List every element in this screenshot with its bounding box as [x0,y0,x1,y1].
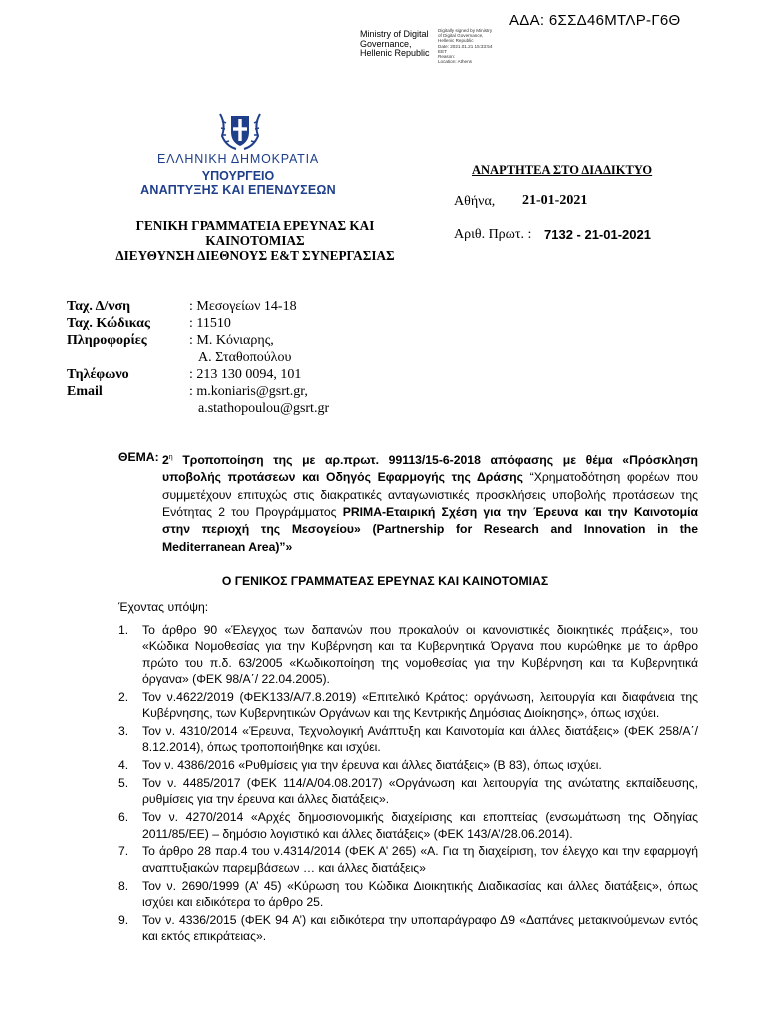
signature-detail-line: Date: 2021.01.21 15:33:54 [438,43,493,49]
general-secretariat-line: ΚΑΙΝΟΤΟΜΙΑΣ [205,233,305,248]
consideration-item [118,912,698,945]
postal-address-value: : Μεσογείων 14-18 [189,299,297,314]
consideration-number: 2. [118,689,129,704]
document-date: 21-01-2021 [522,193,588,208]
consideration-item [118,622,698,687]
consideration-item [118,878,698,911]
consideration-item [118,843,698,876]
place-label: Αθήνα, [454,194,496,209]
consideration-text: Τον ν. 4310/2014 «Έρευνα, Τεχνολογική Ανάπτυξη και Καινοτομία και άλλες διατάξεις» (ΦΕΚ 258/Α΄/ 8.12.2014), όπως τροποποιήθηκε και ισχύει. [142,723,698,755]
signature-detail-line: Digitally signed by Ministry [438,28,493,33]
email-value-2: a.stathopoulou@gsrt.gr [198,401,330,416]
signature-detail-line: of Digital Governance, [438,33,484,39]
protocol-label: Αριθ. Πρωτ. : [454,227,532,242]
greek-coat-of-arms-icon [216,112,264,152]
consideration-number: 4. [118,758,129,773]
consideration-text: Τον ν.4622/2019 (ΦΕΚ133/Α/7.8.2019) «Επιτελικό Κράτος: οργάνωση, λειτουργία και διαφάνεια της Κυβέρνησης, των Κυβερνητικών Οργάνων και της Κεντρικής Δημόσιας Διοίκησης», όπως ισχύει. [142,689,698,721]
information-contact-1: : Μ. Κόνιαρης, [189,333,274,348]
subject-regular-part: “Χρηματοδότηση φορέων που συμμετέχουν επιτυχώς στις διακρατικές ανταγωνιστικές προσκλήσεις υποβολής προτάσεων της Ενότητας 2 του Προγράμματος [162,470,699,519]
consideration-text: Το άρθρο 90 «Έλεγχος των δαπανών που προκαλούν οι κανονιστικές διοικητικές πράξεις», του «Κώδικα Νομοθεσίας για την Κυβέρνηση και τα Κυβερνητικά Όργανα που κυρώθηκε με το άρθρο πρώτο του π.δ. 63/2005 «Κωδικοποίηση της νομοθεσίας για την Κυβέρνηση και τα Κυβερνητικά όργανα» (ΦΕΚ 98/Α΄/ 22.04.2005). [142,623,698,686]
republic-title: ΕΛΛΗΝΙΚΗ ΔΗΜΟΚΡΑΤΙΑ [156,152,320,166]
subject-text [162,449,698,556]
zip-code-label: Ταχ. Κώδικας [67,316,150,331]
general-secretariat-line: ΓΕΝΙΚΗ ΓΡΑΜΜΑΤΕΙΑ ΕΡΕΥΝΑΣ ΚΑΙ [135,218,375,233]
digital-signature-signer [360,30,430,59]
ministry-title: ΥΠΟΥΡΓΕΙΟ [201,169,275,183]
signer-line: Hellenic Republic [360,48,430,58]
ada-code: ΑΔΑ: 6ΣΣΔ46ΜΤΛΡ-Γ6Θ [509,12,681,29]
consideration-number: 6. [118,810,129,825]
general-secretary-heading: Ο ΓΕΝΙΚΟΣ ΓΡΑΜΜΑΤΕΑΣ ΕΡΕΥΝΑΣ ΚΑΙ ΚΑΙΝΟΤΟΜΙΑΣ [221,574,549,588]
zip-code-value: : 11510 [189,316,231,331]
signature-detail-line: Hellenic Republic [438,38,474,44]
consideration-item [118,757,698,773]
subject-bold-part-2: PRIMA-Εταιρική Σχέση για την Έρευνα και την Καινοτομία στην περιοχή της Μεσογείου» (Partnership for Research and Innovation in the Mediterranean Area)”» [162,504,698,554]
signature-detail-line: EET [438,48,447,54]
digital-signature-details [438,28,492,64]
protocol-number: 7132 - 21-01-2021 [544,227,651,242]
signature-detail-line: Location: Athens [438,59,472,65]
subject-label: ΘΕΜΑ: [118,450,159,464]
consideration-item [118,723,698,756]
ministry-name: ΑΝΑΠΤΥΞΗΣ ΚΑΙ ΕΠΕΝΔΥΣΕΩΝ [140,183,336,197]
signer-line: Governance, [360,38,412,49]
subject-ordinal: 2 [162,453,169,468]
consideration-text: Τον ν. 4270/2014 «Αρχές δημοσιονομικής διαχείρισης και εποπτείας (ενσωμάτωση της Οδηγίας 2011/85/ΕΕ) – δημόσιο λογιστικό και άλλες διατάξεις» (ΦΕΚ 143/Α’/28.06.2014). [142,810,698,841]
signer-line: Ministry of Digital [360,29,429,39]
signature-detail-line: Reason: [438,54,456,60]
subject-block [118,449,698,556]
consideration-item [118,775,698,808]
subject-bold-part-1: Τροποποίηση της με αρ.πρωτ. 99113/15-6-2018 απόφασης με θέμα «Πρόσκληση υποβολής προτάσεων και Οδηγός Εφαρμογής της Δράσης [162,453,698,485]
postal-address-label: Ταχ. Δ/νση [67,299,131,314]
considerations-list [118,622,698,946]
information-contact-2: Α. Σταθοπούλου [198,350,292,365]
consideration-text: Τον ν. 2690/1999 (Α’ 45) «Κύρωση του Κώδικα Διοικητικής Διαδικασίας και άλλες διατάξεις», όπως ισχύει και ειδικότερα το άρθρο 25. [142,878,698,909]
consideration-number: 5. [118,776,129,791]
consideration-number: 3. [118,723,129,738]
consideration-item [118,689,698,722]
consideration-number: 8. [118,878,129,893]
issuing-authority [60,218,450,263]
subject-ordinal-suffix: η [168,454,173,461]
consideration-number: 9. [118,912,129,927]
consideration-number: 7. [118,844,129,859]
email-label: Email [67,384,103,399]
consideration-text: Το άρθρο 28 παρ.4 του ν.4314/2014 (ΦΕΚ Α’ 265) «Α. Για τη διαχείριση, τον έλεγχο και την εφαρμογή αναπτυξιακών παρεμβάσεων … και άλλες διατάξεις» [142,844,698,875]
email-value-1: : m.koniaris@gsrt.gr, [189,384,308,399]
phone-value: : 213 130 0094, 101 [189,367,302,382]
consideration-item [118,809,698,842]
having-regard-label: Έχοντας υπόψη: [118,600,209,614]
consideration-text: Τον ν. 4336/2015 (ΦΕΚ 94 Α’) και ειδικότερα την υποπαράγραφο Δ9 «Δαπάνες μετακινούμενων εντός και εκτός επικράτειας». [142,912,698,944]
consideration-text: Τον ν. 4485/2017 (ΦΕΚ 114/Α/04.08.2017) «Οργάνωση και λειτουργία της ανώτατης εκπαίδευσης, ρυθμίσεις για την έρευνα και άλλες διατάξεις». [142,776,698,807]
consideration-number: 1. [118,623,129,637]
phone-label: Τηλέφωνο [67,367,129,382]
publish-notice: ΑΝΑΡΤΗΤΕΑ ΣΤΟ ΔΙΑΔΙΚΤΥΟ [472,163,653,177]
consideration-text: Τον ν. 4386/2016 «Ρυθμίσεις για την έρευνα και άλλες διατάξεις» (Β 83), όπως ισχύει. [142,758,602,773]
directorate: ΔΙΕΥΘΥΝΣΗ ΔΙΕΘΝΟΥΣ Ε&Τ ΣΥΝΕΡΓΑΣΙΑΣ [115,248,395,263]
information-label: Πληροφορίες [67,333,147,348]
